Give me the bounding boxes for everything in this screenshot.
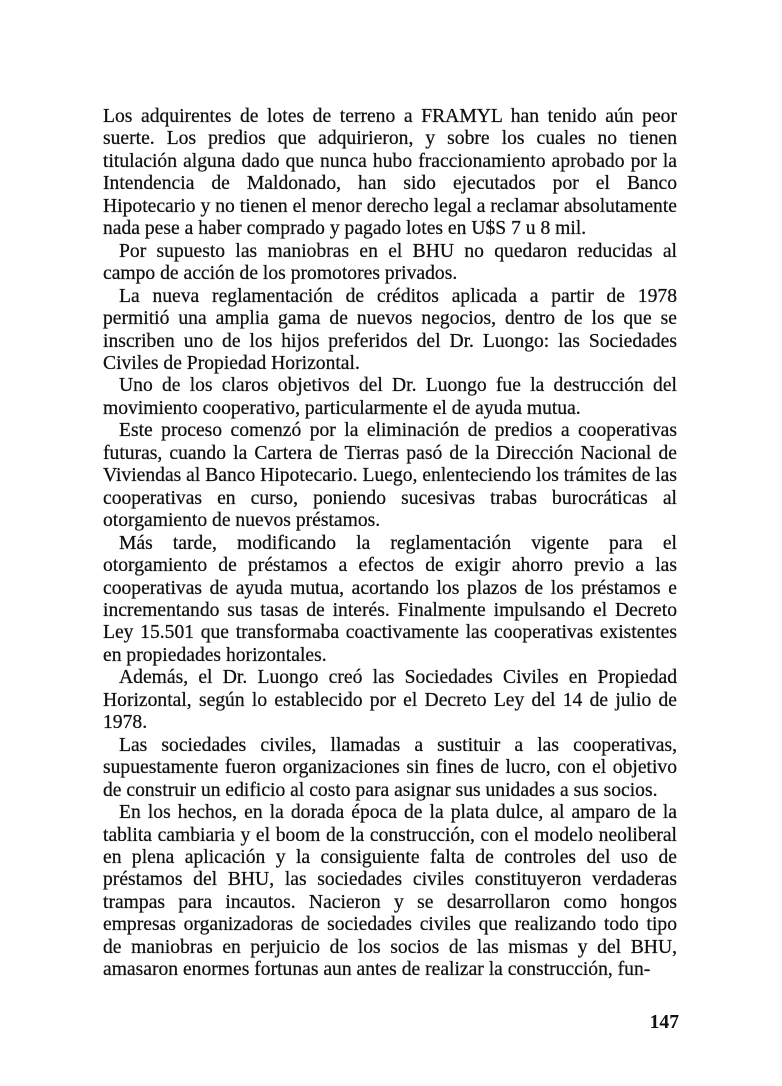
paragraph-proceso: Este proceso comenzó por la eliminación de predios a cooperativas futuras, cuando la Cartera de Tierras pasó de la Dirección Nacional de Viviendas al Banco Hipotecario. Luego, enlenteciendo los trámites de las cooperativas en curso, poniendo sucesivas trabas burocráticas al otorgamiento de nuevos préstamos. bbox=[103, 420, 677, 532]
body-text bbox=[103, 106, 677, 982]
paragraph-mas-tarde: Más tarde, modificando la reglamentación vigente para el otorgamiento de préstamos a efectos de exigir ahorro previo a las cooperativas de ayuda mutua, acortando los plazos de los préstamos e incrementando sus tasas de interés. Finalmente impulsando el Decreto Ley 15.501 que transformaba coactivamente las cooperativas existentes en propiedades horizontales. bbox=[103, 532, 677, 666]
paragraph-sociedades-civiles: Las sociedades civiles, llamadas a sustituir a las cooperativas, supuestamente fueron organizaciones sin fines de lucro, con el objetivo de construir un edificio al costo para asignar sus unidades a sus socios. bbox=[103, 734, 677, 801]
paragraph-reglamentacion: La nueva reglamentación de créditos aplicada a partir de 1978 permitió una amplia gama de nuevos negocios, dentro de los que se inscriben uno de los hijos preferidos del Dr. Luongo: las Sociedades Civiles de Propiedad Horizontal. bbox=[103, 285, 677, 374]
paragraph-objetivos: Uno de los claros objetivos del Dr. Luongo fue la destrucción del movimiento cooperativo, particularmente el de ayuda mutua. bbox=[103, 375, 677, 419]
paragraph-bhu-maniobras: Por supuesto las maniobras en el BHU no quedaron reducidas al campo de acción de los promotores privados. bbox=[103, 240, 677, 285]
page-number: 147 bbox=[649, 1012, 679, 1033]
paragraph-ademas: Además, el Dr. Luongo creó las Sociedades Civiles en Propiedad Horizontal, según lo establecido por el Decreto Ley del 14 de julio de 1978. bbox=[103, 667, 677, 734]
paragraph-framyl: Los adquirentes de lotes de terreno a FRAMYL han tenido aún peor suerte. Los predios que adquirieron, y sobre los cuales no tienen titulación alguna dado que nunca hubo fraccionamiento aprobado por la Intendencia de Maldonado, han sido ejecutados por el Banco Hipotecario y no tienen el menor derecho legal a reclamar absolutamente nada pese a haber comprado y pagado lotes en U$S 7 u 8 mil. bbox=[103, 106, 677, 240]
paragraph-en-los-hechos: En los hechos, en la dorada época de la plata dulce, al amparo de la tablita cambiaria y el boom de la construcción, con el modelo neoliberal en plena aplicación y la consiguiente falta de controles del uso de préstamos del BHU, las sociedades civiles constituyeron verdaderas trampas para incautos. Nacieron y se desarrollaron como hongos empresas organizadoras de sociedades civiles que realizando todo tipo de maniobras en perjuicio de los socios de las mismas y del BHU, amasaron enormes fortunas aun antes de realizar la construcción, fun- bbox=[103, 802, 677, 981]
